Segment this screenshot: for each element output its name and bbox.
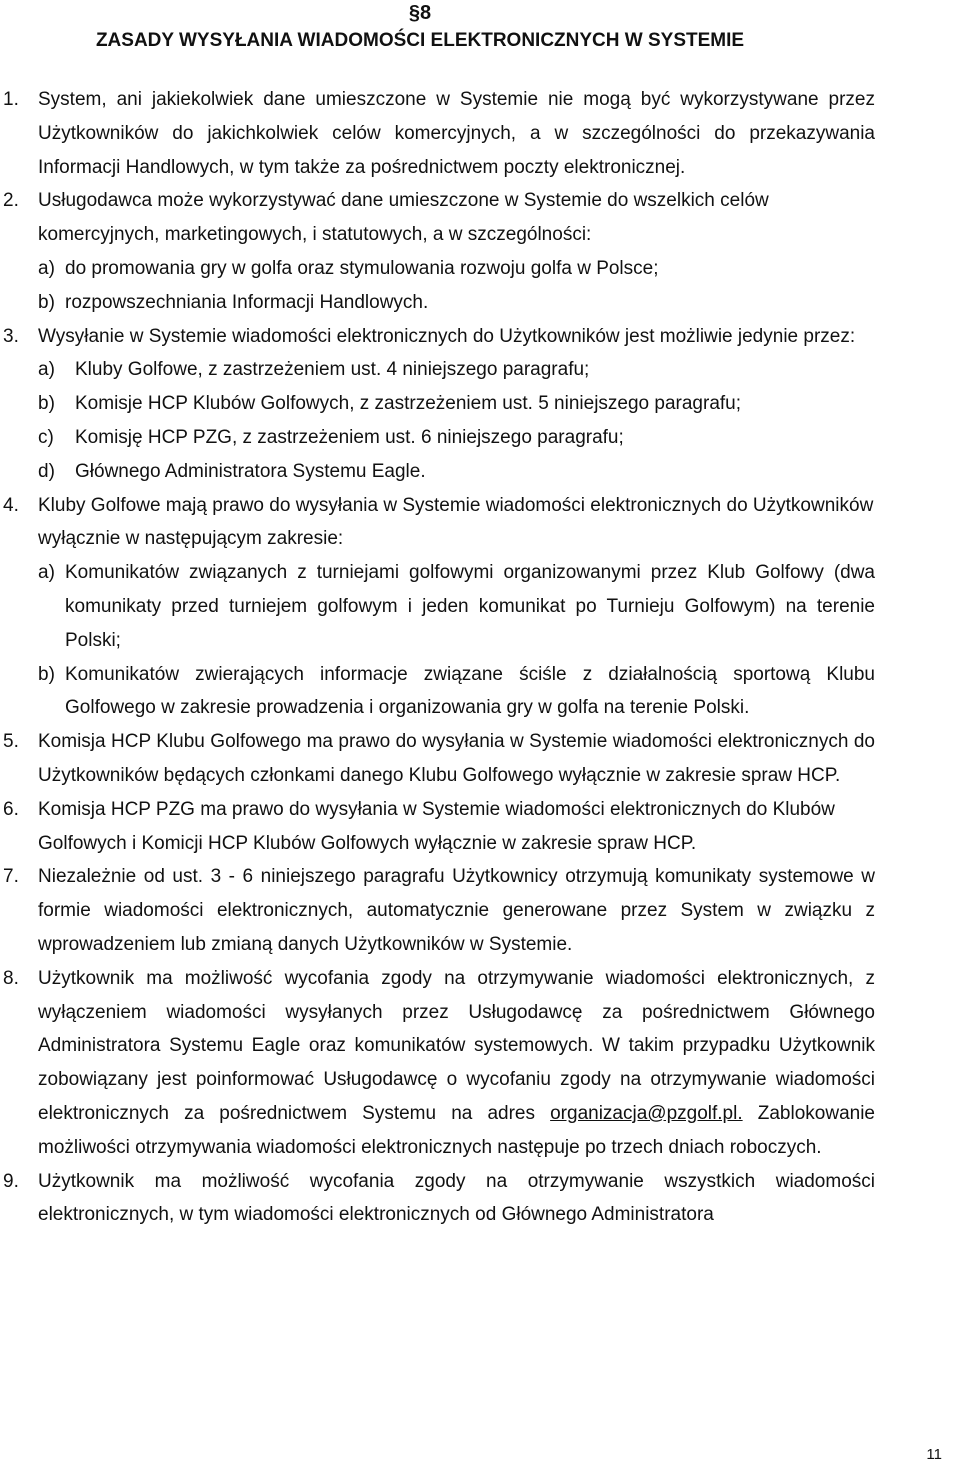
clause-4 bbox=[0, 489, 875, 726]
sub-item-letter: a) bbox=[38, 257, 55, 279]
section-title: ZASADY WYSYŁANIA WIADOMOŚCI ELEKTRONICZNYCH W SYSTEMIE bbox=[95, 30, 745, 51]
sub-item-letter: b) bbox=[38, 393, 55, 415]
sub-item-text: Komunikatów zwierających informacje związane ściśle z działalnością sportową Klubu Golfowego w zakresie prowadzenia i organizowania gry w golfa na terenie Polski. bbox=[65, 663, 875, 719]
section-content bbox=[0, 83, 875, 1232]
sub-item-text: do promowania gry w golfa oraz stymulowania rozwoju golfa w Polsce; bbox=[65, 257, 659, 279]
clause-3 bbox=[0, 320, 875, 489]
clause-text: Komisja HCP Klubu Golfowego ma prawo do wysyłania w Systemie wiadomości elektronicznych do Użytkowników będących członkami danego Klubu Golfowego wyłącznie w zakresie spraw HCP. bbox=[38, 731, 875, 786]
sub-item bbox=[38, 658, 875, 726]
page-number: 11 bbox=[926, 1446, 942, 1463]
sub-item bbox=[38, 556, 875, 657]
sub-item bbox=[38, 353, 875, 387]
clause-6 bbox=[0, 793, 875, 861]
clause-number: 2. bbox=[3, 190, 19, 212]
clause-text: System, ani jakiekolwiek dane umieszczone w Systemie nie mogą być wykorzystywane przez Użytkowników do jakichkolwiek celów komercyjnych, a w szczególności do przekazywania Informacji Handlowych, w tym także za pośrednictwem poczty elektronicznej. bbox=[38, 89, 875, 178]
clause-number: 3. bbox=[3, 325, 19, 347]
clause-text-before-email: Użytkownik ma możliwość wycofania zgody na otrzymywanie wiadomości elektronicznych, z wyłączeniem wiadomości wysyłanych przez Usługodawcę za pośrednictwem Głównego Administratora Systemu Eagle oraz komunikatów systemowych. W takim przypadku Użytkownik zobowiązany jest poinformować Usługodawcę o wycofaniu zgody na otrzymywanie wiadomości elektronicznych za pośrednictwem Systemu na adres bbox=[38, 967, 875, 1124]
sub-item-letter: d) bbox=[38, 460, 55, 482]
sub-item-text: Głównego Administratora Systemu Eagle. bbox=[75, 460, 426, 482]
clause-number: 4. bbox=[3, 494, 19, 516]
clause-text-after-email: Zablokowanie możliwości otrzymywania wiadomości elektronicznych następuje po trzech dniach roboczych. bbox=[38, 1102, 875, 1158]
sub-item-letter: a) bbox=[38, 359, 55, 381]
sub-item-text: Komisję HCP PZG, z zastrzeżeniem ust. 6 niniejszego paragrafu; bbox=[75, 426, 624, 448]
sub-item bbox=[38, 252, 875, 286]
clause-number: 5. bbox=[3, 731, 19, 753]
clause-text: Kluby Golfowe mają prawo do wysyłania w Systemie wiadomości elektronicznych do Użytkowników wyłącznie w następującym zakresie: bbox=[38, 494, 874, 550]
clause-text: Użytkownik ma możliwość wycofania zgody na otrzymywanie wszystkich wiadomości elektronicznych, w tym wiadomości elektronicznych od Głównego Administratora bbox=[38, 1170, 875, 1226]
clause-8 bbox=[0, 962, 875, 1165]
sub-item bbox=[38, 421, 875, 455]
sub-item-text: Komisje HCP Klubów Golfowych, z zastrzeżeniem ust. 5 niniejszego paragrafu; bbox=[75, 393, 742, 415]
sub-item bbox=[38, 387, 875, 421]
sub-item-letter: c) bbox=[38, 426, 54, 448]
clause-text: Wysyłanie w Systemie wiadomości elektronicznych do Użytkowników jest możliwie jedynie przez: bbox=[38, 325, 856, 347]
clause-1 bbox=[0, 83, 875, 184]
clause-number: 9. bbox=[3, 1170, 19, 1192]
clause-text: Usługodawca może wykorzystywać dane umieszczone w Systemie do wszelkich celów komercyjnych, marketingowych, i statutowych, a w szczególności: bbox=[38, 190, 769, 246]
clause-number: 8. bbox=[3, 967, 19, 989]
clause-2 bbox=[0, 184, 875, 319]
section-number: §8 bbox=[408, 2, 432, 24]
sub-item-letter: a) bbox=[38, 562, 55, 584]
sub-item-text: rozpowszechniania Informacji Handlowych. bbox=[65, 291, 429, 313]
clause-9 bbox=[0, 1165, 875, 1233]
sub-item-letter: b) bbox=[38, 663, 55, 685]
clause-number: 6. bbox=[3, 798, 19, 820]
email-link[interactable]: organizacja@pzgolf.pl. bbox=[550, 1102, 743, 1124]
clause-number: 7. bbox=[3, 866, 19, 888]
sub-item-letter: b) bbox=[38, 291, 55, 313]
sub-item-text: Komunikatów związanych z turniejami golfowymi organizowanymi przez Klub Golfowy (dwa komunikaty przed turniejem golfowym i jeden komunikat po Turnieju Golfowym) na terenie Polski; bbox=[65, 562, 875, 651]
clause-text: Niezależnie od ust. 3 - 6 niniejszego paragrafu Użytkownicy otrzymują komunikaty systemowe w formie wiadomości elektronicznych, automatycznie generowane przez System w związku z wprowadzeniem lub zmianą danych Użytkowników w Systemie. bbox=[38, 866, 875, 955]
clause-number: 1. bbox=[3, 89, 19, 110]
sub-item-text: Kluby Golfowe, z zastrzeżeniem ust. 4 niniejszego paragrafu; bbox=[75, 359, 590, 381]
sub-item bbox=[38, 286, 875, 320]
clause-text: Komisja HCP PZG ma prawo do wysyłania w Systemie wiadomości elektronicznych do Klubów Golfowych i Komicji HCP Klubów Golfowych wyłącznie w zakresie spraw HCP. bbox=[38, 798, 835, 854]
clause-5 bbox=[0, 725, 875, 793]
clause-7 bbox=[0, 860, 875, 961]
sub-item bbox=[38, 455, 875, 489]
